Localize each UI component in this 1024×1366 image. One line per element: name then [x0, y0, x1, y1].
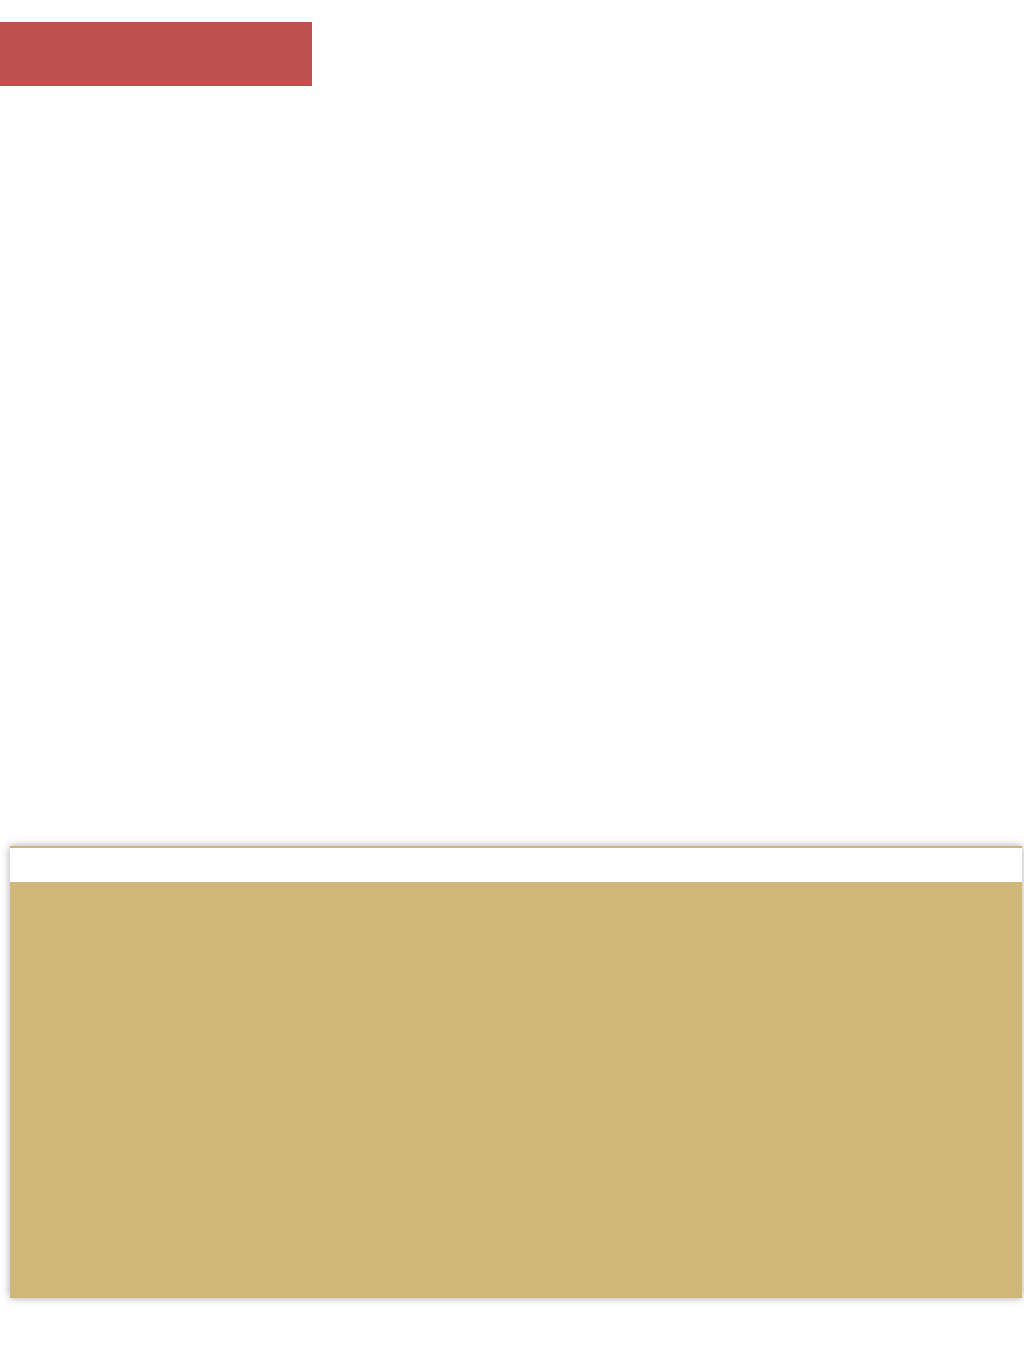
process-graphic	[10, 846, 1022, 1298]
process-chevrons	[10, 846, 1022, 1298]
heading-banner	[0, 22, 312, 86]
process-title	[10, 848, 1022, 882]
process-side-label	[10, 886, 40, 1298]
